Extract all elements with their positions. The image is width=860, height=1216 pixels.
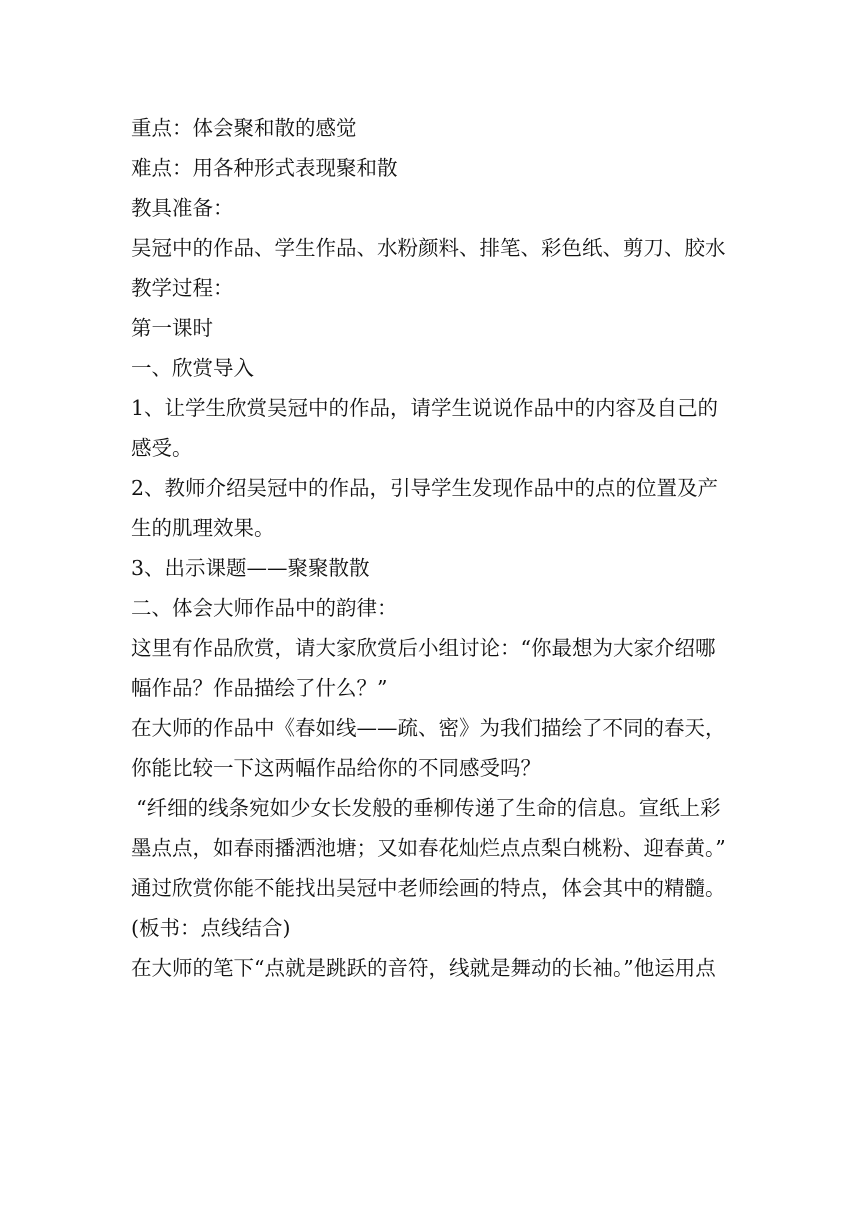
teaching-process-heading: 教学过程： — [131, 276, 234, 300]
teaching-aids-heading: 教具准备： — [131, 196, 234, 220]
discussion-paragraph: 这里有作品欣赏，请大家欣赏后小组讨论：“你最想为大家介绍哪幅作品？作品描绘了什么？” — [131, 636, 716, 700]
quote-paragraph: “纤细的线条宛如少女长发般的垂柳传递了生命的信息。宣纸上彩墨点点，如春雨播洒池塘；又如春花灿烂点点梨白桃粉、迎春黄。” — [131, 796, 726, 860]
difficulty-line: 难点：用各种形式表现聚和散 — [131, 156, 398, 180]
section-one-heading: 一、欣赏导入 — [131, 356, 254, 380]
characteristics-paragraph: 通过欣赏你能不能找出吴冠中老师绘画的特点，体会其中的精髓。(板书：点线结合) — [131, 876, 726, 940]
step-3-paragraph: 3、出示课题——聚聚散散 — [131, 556, 370, 580]
comparison-paragraph: 在大师的作品中《春如线——疏、密》为我们描绘了不同的春天，你能比较一下这两幅作品给你的不同感受吗？ — [131, 716, 726, 780]
document-body — [131, 108, 733, 988]
section-two-heading: 二、体会大师作品中的韵律： — [131, 596, 398, 620]
master-brush-paragraph: 在大师的笔下“点就是跳跃的音符，线就是舞动的长袖。”他运用点 — [131, 956, 716, 980]
teaching-aids-list: 吴冠中的作品、学生作品、水粉颜料、排笔、彩色纸、剪刀、胶水 — [131, 236, 726, 260]
key-point-line: 重点：体会聚和散的感觉 — [131, 116, 357, 140]
lesson-one-heading: 第一课时 — [131, 316, 213, 340]
step-1-paragraph: 1、让学生欣赏吴冠中的作品，请学生说说作品中的内容及自己的感受。 — [131, 396, 719, 460]
step-2-paragraph: 2、教师介绍吴冠中的作品，引导学生发现作品中的点的位置及产生的肌理效果。 — [131, 476, 719, 540]
